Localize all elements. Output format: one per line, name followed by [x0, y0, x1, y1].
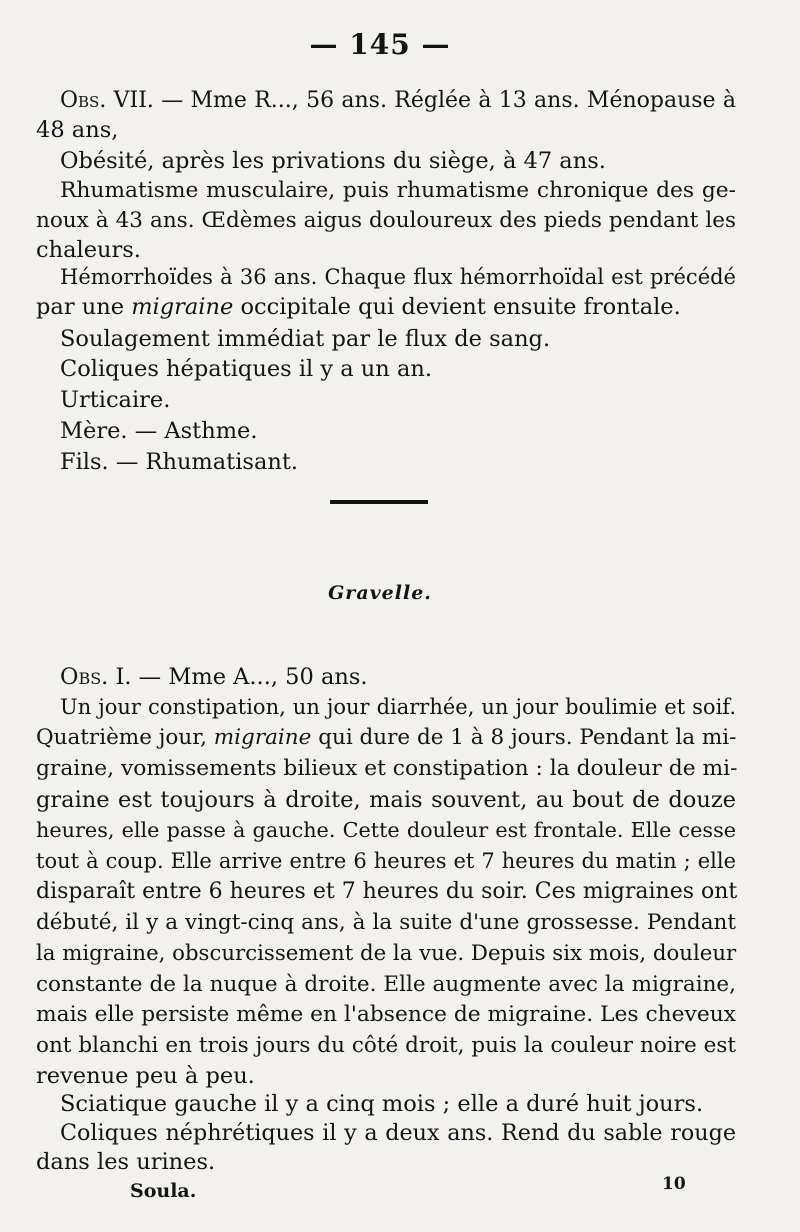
obs1-line-5: heures, elle passe à gauche. Cette douleur est frontale. Elle cesse [36, 818, 736, 842]
obs7-heading-text: — Mme R..., 56 ans. Réglée à 13 ans. Ménopause à [153, 88, 736, 113]
footer-author: Soula. [130, 1180, 197, 1202]
obs1-line-1: Un jour constipation, un jour diarrhée, un jour boulimie et soif. [60, 695, 736, 719]
obs7-line-8-pre: par une [36, 294, 132, 320]
obs1-heading [60, 666, 736, 689]
obs7-heading [60, 90, 736, 112]
obs1-line-14: Sciatique gauche il y a cinq mois ; elle a duré huit jours. [60, 1091, 704, 1117]
obs1-line-9: la migraine, obscurcissement de la vue. Depuis six mois, douleur [36, 941, 737, 966]
obs7-line-8 [36, 296, 736, 319]
obs1-line-11: mais elle persiste même en l'absence de migraine. Les cheveux [36, 1002, 736, 1027]
section-divider [330, 500, 428, 504]
obs7-line-2: 48 ans, [36, 117, 119, 143]
obs1-line-3: graine, vomissements bilieux et constipation : la douleur de mi- [36, 756, 738, 781]
obs1-line-2 [36, 727, 736, 749]
obs1-line-15: Coliques néphrétiques il y a deux ans. Rend du sable rouge [60, 1120, 736, 1146]
obs7-line-6: chaleurs. [36, 237, 141, 263]
obs1-line-8: débuté, il y a vingt-cinq ans, à la suite d'une grossesse. Pendant [36, 910, 736, 935]
obs7-line-8-em: migraine [131, 294, 234, 320]
obs1-line-7: disparaît entre 6 heures et 7 heures du soir. Ces migraines ont [36, 879, 738, 904]
obs7-line-5: noux à 43 ans. Œdèmes aigus douloureux des pieds pendant les [36, 208, 736, 233]
obs1-line-6: tout à coup. Elle arrive entre 6 heures et 7 heures du matin ; elle [36, 849, 736, 873]
obs7-line-13: Fils. — Rhumatisant. [60, 449, 299, 475]
obs7-line-8-post: occipitale qui devient ensuite frontale. [233, 294, 681, 320]
obs7-line-3: Obésité, après les privations du siège, à 47 ans. [60, 148, 606, 174]
obs7-line-7: Hémorrhoïdes à 36 ans. Chaque flux hémorrhoïdal est précédé [60, 265, 736, 289]
obs1-line-2-pre: Quatrième jour, [36, 725, 214, 750]
obs1-line-2-post: qui dure de 1 à 8 jours. Pendant la mi- [311, 725, 737, 750]
obs1-line-13: revenue peu à peu. [36, 1063, 255, 1089]
obs1-line-4: graine est toujours à droite, mais souvent, au bout de douze [36, 787, 736, 813]
obs1-heading-text: — Mme A..., 50 ans. [131, 664, 368, 690]
section-title: Gravelle. [328, 582, 432, 604]
obs1-label: Obs. I. [60, 664, 132, 690]
obs7-line-10: Coliques hépatiques il y a un an. [60, 356, 432, 382]
page-number: — 145 — [309, 28, 451, 61]
obs7-line-9: Soulagement immédiat par le flux de sang. [60, 326, 551, 352]
obs1-line-10: constante de la nuque à droite. Elle augmente avec la migraine, [36, 972, 736, 997]
obs1-line-16: dans les urines. [36, 1149, 216, 1175]
obs7-line-4: Rhumatisme musculaire, puis rhumatisme chronique des ge- [60, 178, 736, 203]
obs1-line-12: ont blanchi en trois jours du côté droit, puis la couleur noire est [36, 1033, 736, 1058]
obs7-line-11: Urticaire. [60, 387, 171, 413]
obs7-label: Obs. VII. [60, 88, 154, 113]
obs7-line-12: Mère. — Asthme. [60, 418, 258, 444]
obs1-line-2-em: migraine [213, 725, 312, 750]
footer-signature: 10 [662, 1174, 686, 1194]
